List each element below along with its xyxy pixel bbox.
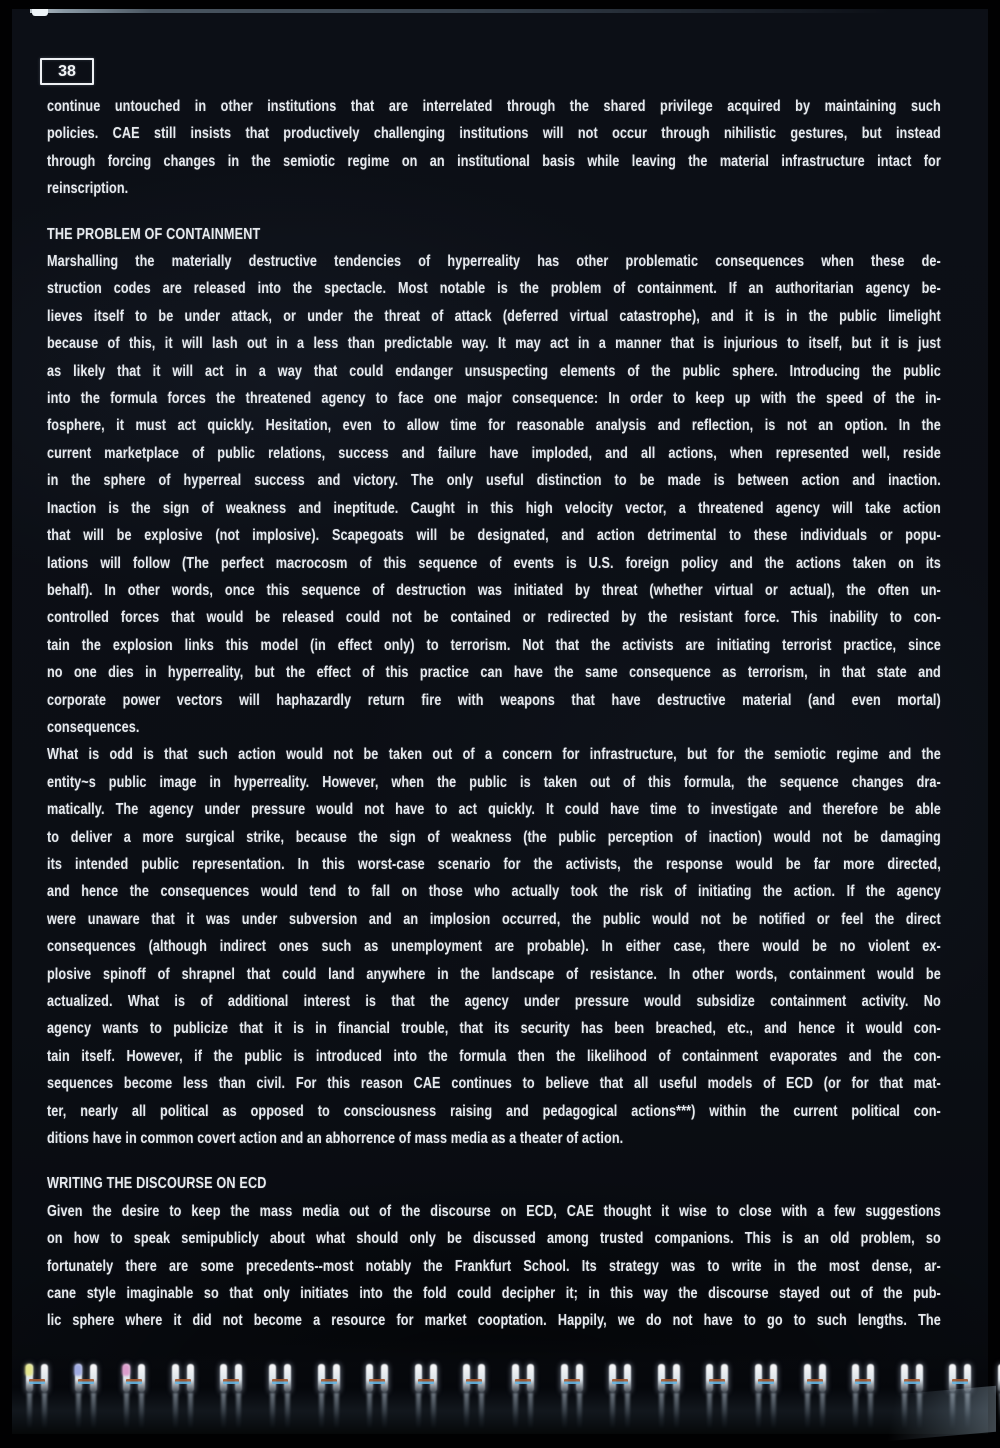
coil-crossbar [515, 1379, 531, 1384]
coil-color-tint [25, 1364, 33, 1376]
coil-crossbar [175, 1379, 191, 1384]
text-line: fortunately there are some precedents--most notably the Frankfurt School. Its strategy was to write in the most dense, ar- [47, 1257, 941, 1275]
coil-wire [949, 1364, 956, 1392]
binding-coil [802, 1364, 832, 1432]
binding-coil [510, 1364, 540, 1432]
page-edge-artifact [30, 9, 890, 13]
coil-wire [804, 1364, 811, 1392]
coil-wire [964, 1364, 971, 1392]
coil-wire [41, 1364, 48, 1392]
coil-reflection [270, 1393, 275, 1429]
text-line: through forcing changes in the semiotic regime on an institutional basis while leaving the material infrastructure intact for [47, 152, 941, 170]
coil-wire [415, 1364, 422, 1392]
coil-crossbar [78, 1379, 94, 1384]
binding-coil [121, 1364, 151, 1432]
coil-reflection [91, 1393, 96, 1429]
coil-wire [269, 1364, 276, 1392]
coil-wire [90, 1364, 97, 1392]
binding-coil [947, 1364, 977, 1432]
coil-reflection [334, 1393, 339, 1429]
binding-coil [218, 1364, 248, 1432]
coil-wire [609, 1364, 616, 1392]
paragraph [47, 248, 941, 741]
page-edge-highlight [32, 9, 48, 16]
text-line: Inaction is the sign of weakness and ineptitude. Caught in this high velocity vector, a threatened agency will take action [47, 499, 941, 517]
text-line: tain itself. However, if the public is introduced into the formula then the likelihood of containment evaporates and the con- [47, 1047, 941, 1065]
coil-reflection [479, 1393, 484, 1429]
page-content [47, 58, 941, 1335]
coil-reflection [319, 1393, 324, 1429]
coil-crossbar [466, 1379, 482, 1384]
coil-wire [430, 1364, 437, 1392]
coil-crossbar [223, 1379, 239, 1384]
text-line: reinscription. [47, 180, 129, 198]
text-line: lic sphere where it did not become a resource for market cooptation. Happily, we do not have to go to such lengths. The [47, 1312, 941, 1330]
binding-strip [12, 1338, 988, 1434]
coil-wire [318, 1364, 325, 1392]
binding-coil [267, 1364, 297, 1432]
text-line: were unaware that it was under subversion and an implosion occurred, the public would not be notified or feel the direct [47, 910, 941, 928]
text-line: What is odd is that such action would not be taken out of a concern for infrastructure, but for the semiotic regime and the [47, 746, 941, 764]
binding-coil [607, 1364, 637, 1432]
coil-reflection [416, 1393, 421, 1429]
coil-reflection [707, 1393, 712, 1429]
coil-reflection [124, 1393, 129, 1429]
coil-reflection [853, 1393, 858, 1429]
coil-wire [172, 1364, 179, 1392]
coil-reflection [756, 1393, 761, 1429]
binding-coil [24, 1364, 54, 1432]
coil-wire [901, 1364, 908, 1392]
coil-wire [138, 1364, 145, 1392]
text-line: plosive spinoff of shrapnel that could land anywhere in the landscape of resistance. In other words, containment would be [47, 965, 941, 983]
coil-wire [333, 1364, 340, 1392]
coil-wire [576, 1364, 583, 1392]
text-line: continue untouched in other institutions that are interrelated through the shared privilege acquired by maintaining such [47, 98, 941, 115]
coil-wire [284, 1364, 291, 1392]
text-line: as likely that it will act in a way that could endanger unsuspecting elements of the public sphere. Introducing the public [47, 362, 941, 380]
coil-crossbar [321, 1379, 337, 1384]
text-line: cane style imaginable so that only initiates into the fold could decipher it; in this way the discourse stayed out of the pub- [47, 1285, 941, 1303]
paragraph [47, 1198, 941, 1335]
text-line: Marshalling the materially destructive tendencies of hyperreality has other problematic consequences when these de- [47, 253, 941, 271]
text-line: its intended public representation. In this worst-case scenario for the activists, the response would be far more directed, [47, 855, 941, 873]
coil-wire [463, 1364, 470, 1392]
text-line: in the sphere of hyperreal success and victory. The only useful distinction to be made is between action and inaction. [47, 472, 941, 490]
coil-reflection [139, 1393, 144, 1429]
text-line: lations will follow (The perfect macrocosm of this sequence of events is U.S. foreign policy and the actions taken on its [47, 554, 941, 572]
coil-crossbar [758, 1379, 774, 1384]
coil-crossbar [709, 1379, 725, 1384]
text-line: to deliver a more surgical strike, because the sign of weakness (the public perception of inaction) would not be damaging [47, 828, 941, 846]
text-line: matically. The agency under pressure would not have to act quickly. It could have time to investigate and therefore be able [47, 801, 941, 819]
coil-reflection [868, 1393, 873, 1429]
coil-reflection [950, 1393, 955, 1429]
text-line: lieves itself to be under attack, or under the threat of attack (deferred virtual catastrophe), and it is in the public limelight [47, 307, 941, 325]
coil-reflection [42, 1393, 47, 1429]
coil-wire [561, 1364, 568, 1392]
text-line: entity~s public image in hyperreality. However, when the public is taken out of this formula, the sequence changes dra- [47, 773, 941, 791]
book-page [12, 9, 988, 1434]
binding-coil [559, 1364, 589, 1432]
coil-reflection [285, 1393, 290, 1429]
coil-crossbar [952, 1379, 968, 1384]
section-heading: THE PROBLEM OF CONTAINMENT [47, 225, 261, 243]
coil-wire [721, 1364, 728, 1392]
text-line: consequences (although indirect ones such as unemployment are probable). In either case, there would be no violent ex- [47, 938, 941, 956]
coil-crossbar [661, 1379, 677, 1384]
intro-paragraph [47, 93, 941, 203]
binding-coil [704, 1364, 734, 1432]
coil-wire [478, 1364, 485, 1392]
text-line: controlled forces that would be released could not be contained or redirected by the resistant force. This inability to con- [47, 609, 941, 627]
binding-coil [461, 1364, 491, 1432]
coil-wire [852, 1364, 859, 1392]
coil-crossbar [369, 1379, 385, 1384]
binding-coil [73, 1364, 103, 1432]
coil-crossbar [904, 1379, 920, 1384]
binding-coil [170, 1364, 200, 1432]
text-line: on how to speak semipublicly about what should only be discussed among trusted companions. This is an old problem, so [47, 1230, 941, 1248]
coil-reflection [173, 1393, 178, 1429]
coil-reflection [771, 1393, 776, 1429]
text-line: sequences become less than civil. For this reason CAE continues to believe that all useful models of ECD (or for that mat- [47, 1075, 941, 1093]
text-line: fosphere, it must act quickly. Hesitation, even to allow time for reasonable analysis and reflection, is not an option. In the [47, 417, 941, 435]
paragraph [47, 741, 941, 1152]
coil-reflection [577, 1393, 582, 1429]
text-line: because of this, it will lash out in a less than predictable way. It may act in a manner that is injurious to itself, but it is just [47, 335, 941, 353]
coil-crossbar [855, 1379, 871, 1384]
text-line: consequences. [47, 718, 140, 736]
text-line: policies. CAE still insists that productively challenging institutions will not occur through nihilistic gestures, but instead [47, 125, 941, 143]
coil-reflection [965, 1393, 970, 1429]
binding-coil [899, 1364, 929, 1432]
coil-reflection [917, 1393, 922, 1429]
binding-coil [850, 1364, 880, 1432]
binding-coil [316, 1364, 346, 1432]
text-line: ditions have in common covert action and an abhorrence of mass media as a theater of action. [47, 1130, 624, 1148]
binding-coil [413, 1364, 443, 1432]
text-line: that will be explosive (not implosive). Scapegoats will be designated, and action detrimental to these individuals or popu- [47, 527, 941, 545]
text-line: Given the desire to keep the mass media out of the discourse on ECD, CAE thought it wise to close with a few suggestions [47, 1202, 941, 1220]
text-line: actualized. What is of additional interest is that the agency under pressure would subsidize containment activity. No [47, 993, 941, 1010]
coil-wire [770, 1364, 777, 1392]
coil-wire [235, 1364, 242, 1392]
coil-wire [916, 1364, 923, 1392]
coil-crossbar [418, 1379, 434, 1384]
coil-reflection [674, 1393, 679, 1429]
section-heading: WRITING THE DISCOURSE ON ECD [47, 1175, 267, 1193]
coil-reflection [902, 1393, 907, 1429]
coil-crossbar [807, 1379, 823, 1384]
coil-reflection [431, 1393, 436, 1429]
coil-reflection [76, 1393, 81, 1429]
text-line: behalf). In other words, once this sequence of destruction was initiated by threat (whether virtual or actual), the often un- [47, 581, 941, 599]
text-line: into the formula forces the threatened agency to face one major consequence: In order to keep up with the speed of the in- [47, 390, 941, 408]
coil-reflection [221, 1393, 226, 1429]
binding-coil [996, 1364, 1000, 1432]
coil-reflection [528, 1393, 533, 1429]
coil-wire [658, 1364, 665, 1392]
coil-reflection [513, 1393, 518, 1429]
coil-reflection [562, 1393, 567, 1429]
coil-reflection [722, 1393, 727, 1429]
coil-color-tint [74, 1364, 82, 1376]
coil-wire [220, 1364, 227, 1392]
coil-wire [624, 1364, 631, 1392]
text-line: current marketplace of public relations, success and failure have imploded, and all actions, when represented well, reside [47, 444, 941, 462]
coil-wire [755, 1364, 762, 1392]
coil-wire [706, 1364, 713, 1392]
text-line: ter, nearly all political as opposed to consciousness raising and pedagogical actions***) within the current political con- [47, 1102, 941, 1120]
text-line: agency wants to publicize that it is in financial trouble, that its security has been breached, etc., and hence it would con- [47, 1020, 941, 1038]
coil-wire [867, 1364, 874, 1392]
text-line: and hence the consequences would tend to fall on those who actually took the risk of initiating the action. If the agency [47, 883, 941, 901]
coil-color-tint [122, 1364, 130, 1376]
text-line: corporate power vectors will haphazardly return fire with weapons that have destructive material (and even mortal) [47, 691, 941, 709]
text-line: no one dies in hyperreality, but the effect of this practice can have the same consequence as terrorism, in that state and [47, 664, 941, 682]
coil-crossbar [564, 1379, 580, 1384]
binding-coil [753, 1364, 783, 1432]
coil-reflection [625, 1393, 630, 1429]
coil-wire [381, 1364, 388, 1392]
coil-wire [527, 1364, 534, 1392]
coil-wire [366, 1364, 373, 1392]
coil-reflection [820, 1393, 825, 1429]
coil-reflection [188, 1393, 193, 1429]
coil-reflection [610, 1393, 615, 1429]
coil-reflection [659, 1393, 664, 1429]
coil-wire [512, 1364, 519, 1392]
binding-coil [364, 1364, 394, 1432]
coil-reflection [464, 1393, 469, 1429]
coil-reflection [236, 1393, 241, 1429]
coil-reflection [367, 1393, 372, 1429]
coil-wire [673, 1364, 680, 1392]
sections [47, 221, 941, 1335]
coil-wire [187, 1364, 194, 1392]
coil-reflection [27, 1393, 32, 1429]
page-number: 38 [40, 58, 94, 85]
binding-coil [656, 1364, 686, 1432]
coil-crossbar [29, 1379, 45, 1384]
coil-wire [819, 1364, 826, 1392]
coil-reflection [382, 1393, 387, 1429]
text-line: tain the explosion links this model (in effect only) to terrorism. Not that the activists are initiating terrorist practice, since [47, 636, 941, 654]
coil-crossbar [272, 1379, 288, 1384]
coil-crossbar [126, 1379, 142, 1384]
coil-crossbar [612, 1379, 628, 1384]
text-line: struction codes are released into the spectacle. Most notable is the problem of containment. If an authoritarian agency be- [47, 280, 941, 298]
text-column [47, 93, 941, 1335]
coil-reflection [805, 1393, 810, 1429]
